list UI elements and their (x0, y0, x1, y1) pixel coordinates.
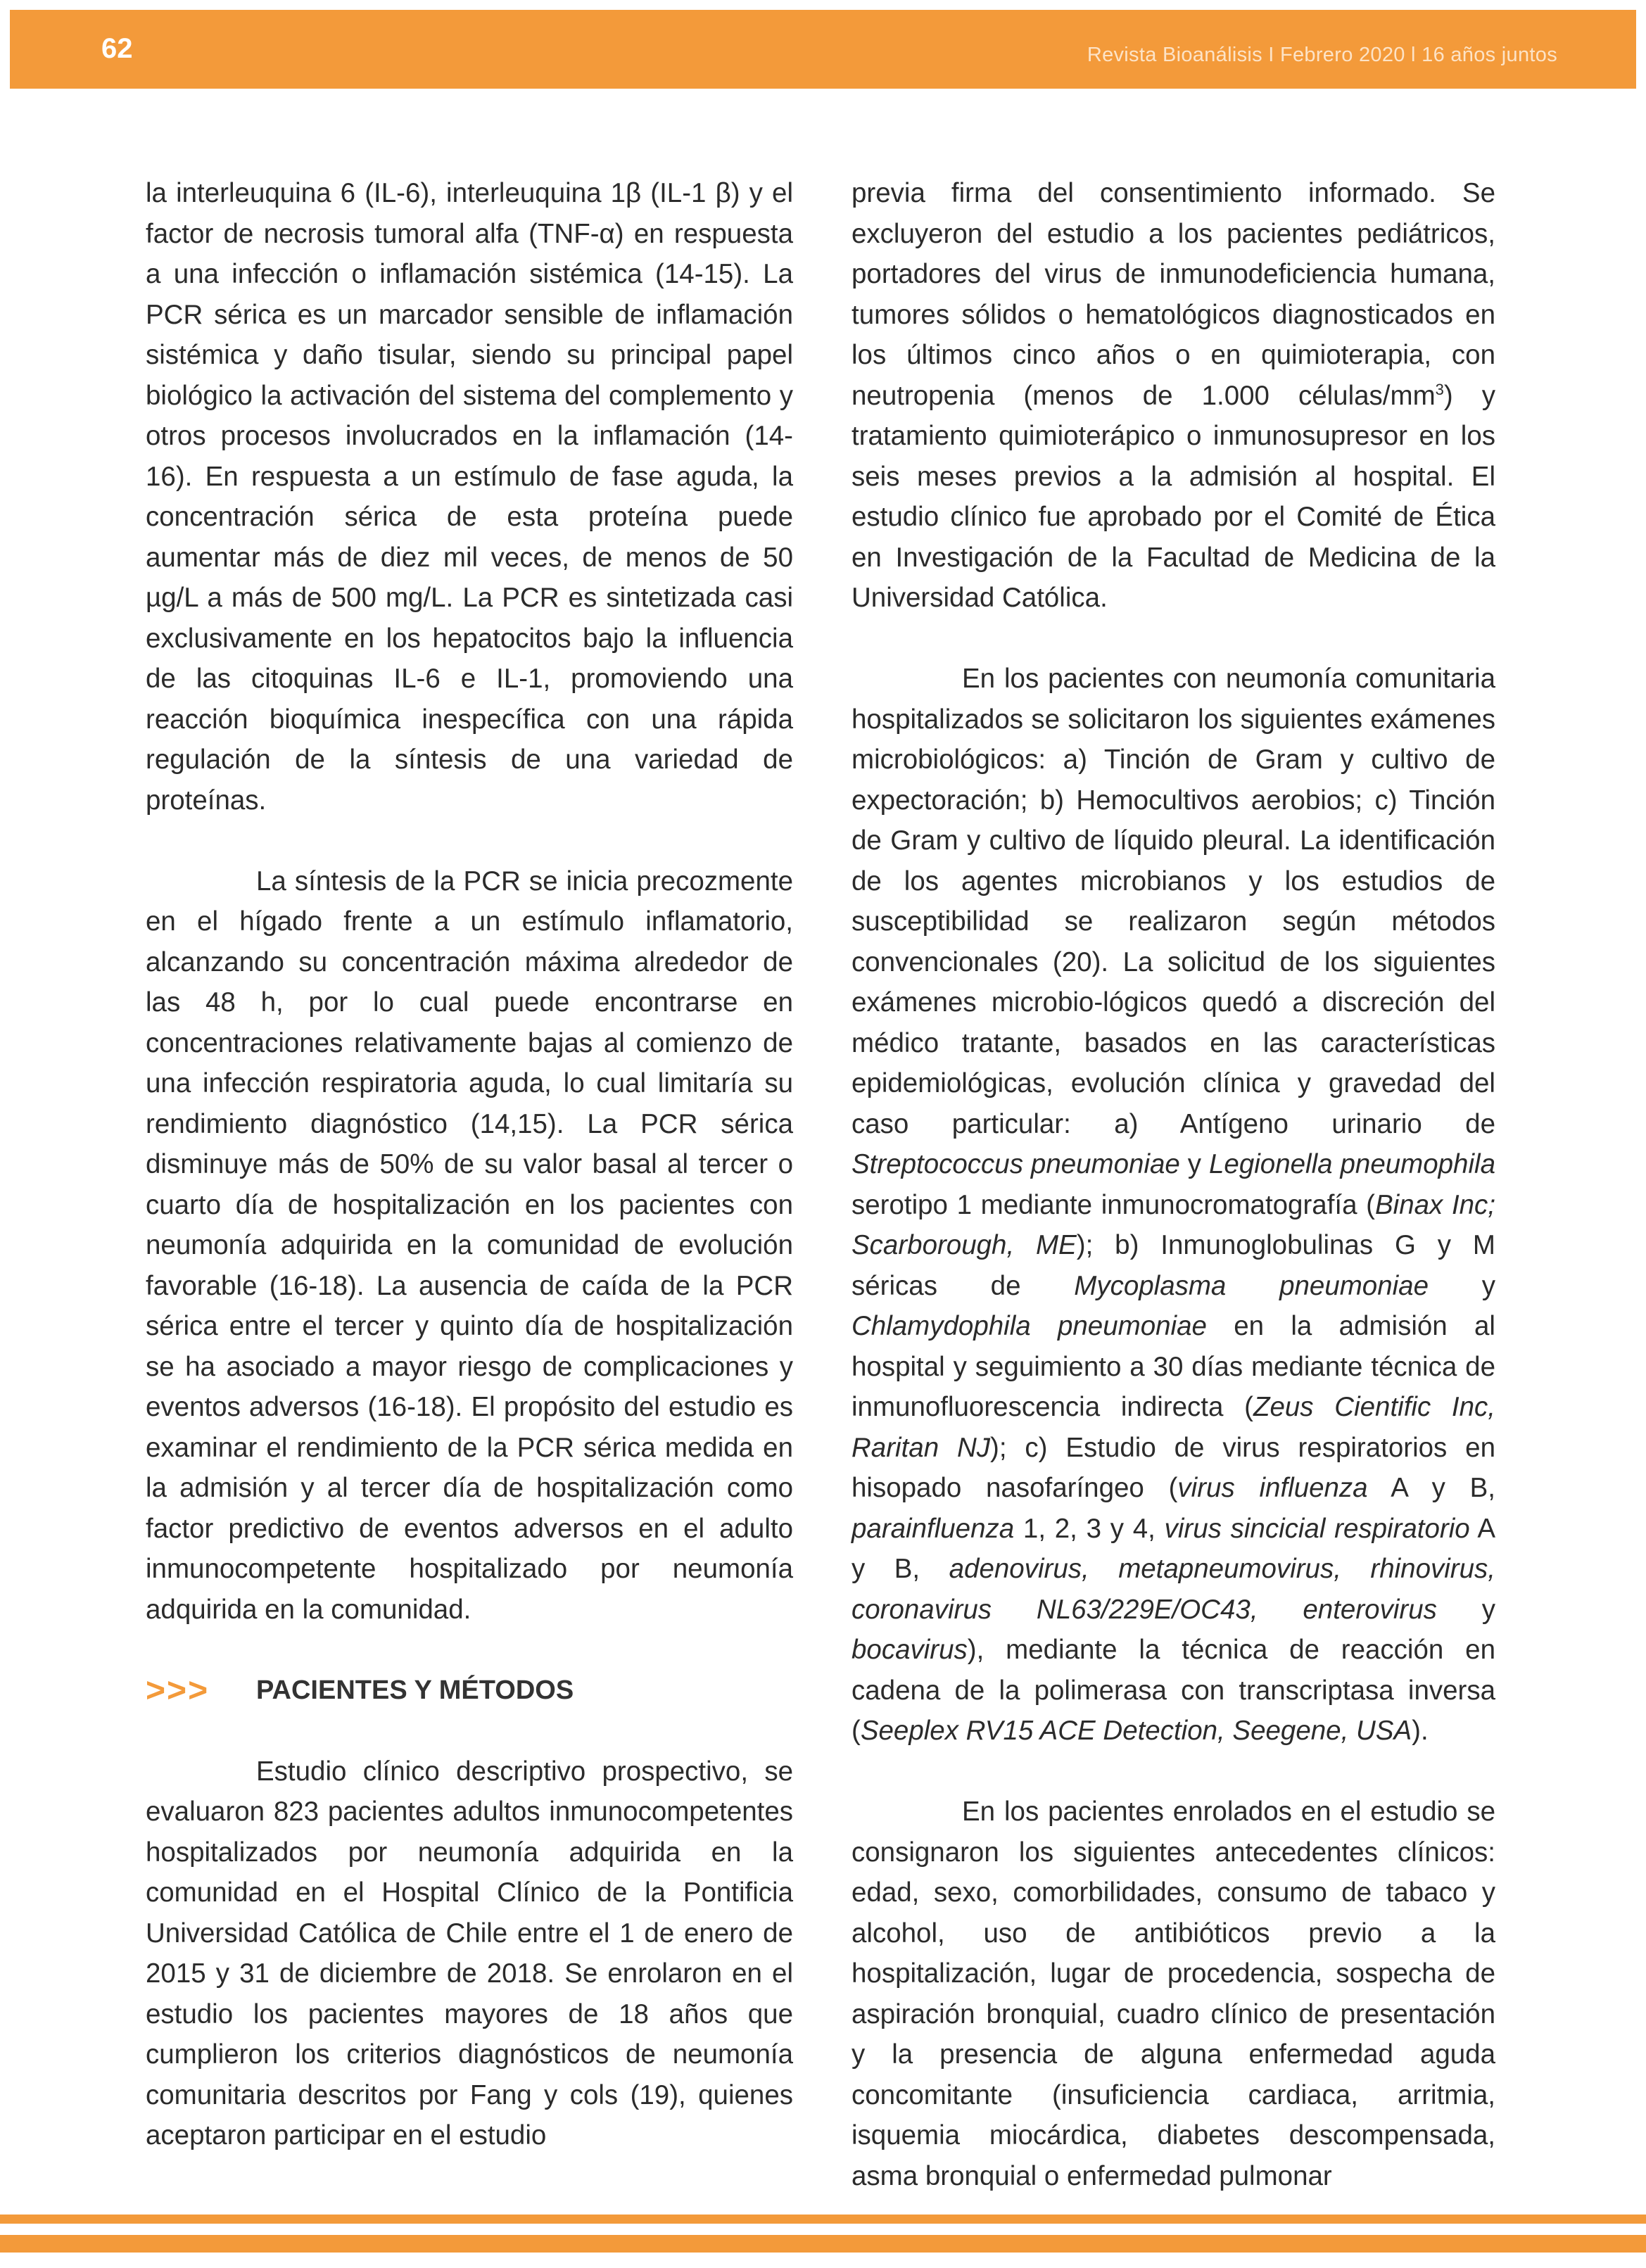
paragraph-right-1 (852, 173, 1495, 619)
italic-term: virus influenza (1177, 1473, 1368, 1503)
footer-rule-thin (0, 2215, 1646, 2224)
section-title: PACIENTES Y MÉTODOS (256, 1675, 574, 1705)
text-run: 1, 2, 3 y 4, (1014, 1513, 1165, 1544)
footer-rule-thick (0, 2235, 1646, 2253)
paragraph-right-2 (852, 659, 1495, 1751)
italic-term: parainfluenza (852, 1513, 1015, 1544)
superscript-3: 3 (1435, 380, 1444, 398)
section-heading (146, 1671, 793, 1711)
paragraph-left-1: la interleuquina 6 (IL-6), interleuquina 1β (IL-1 β) y el factor de necrosis tumoral alfa (TNF-α) en respuesta a una infección o inflamación sistémica (14-15). La PCR sérica es un marcador sensible de inflamación sistémica y daño tisular, siendo su principal papel biológico la activación del sistema del complemento y otros procesos involucrados en la inflamación (14-16). En respuesta a un estímulo de fase aguda, la concentración sérica de esta proteína puede aumentar más de diez mil veces, de menos de 50 µg/L a más de 500 mg/L. La PCR es sintetizada casi exclusivamente en los hepatocitos bajo la influencia de las citoquinas IL-6 e IL-1, promoviendo una reacción bioquímica inespecífica con una rápida regulación de la síntesis de una variedad de proteínas. (146, 178, 793, 816)
text-run: y (1436, 1594, 1495, 1625)
text-run: En los pacientes con neumonía comunitaria hospitalizados se solicitaron los siguientes exámenes microbiológicos: a) Tinción de Gram y cultivo de expectoración; b) Hemocultivos aerobios; c) Tinción de Gram y cultivo de líquido pleural. La identificación de los agentes microbianos y los estudios de susceptibilidad se realizaron según métodos convencionales (20). La solicitud de los siguientes exámenes microbio-lógicos quedó a discreción del médico tratante, basados en las características epidemiológicas, evolución clínica y gravedad del caso particular: a) Antígeno urinario de (852, 664, 1495, 1139)
right-column (852, 173, 1495, 2196)
header-bar (10, 10, 1636, 89)
text-run: y (1429, 1270, 1495, 1301)
section-arrows-icon: >>> (146, 1671, 210, 1709)
italic-term: Binax Inc; Scarborough, ME (852, 1189, 1495, 1260)
paragraph-right-3: En los pacientes enrolados en el estudio se consignaron los siguientes antecedentes clínicos: edad, sexo, comorbilidades, consumo de tabaco y alcohol, uso de antibióticos previo a la hospitalización, lugar de procedencia, sospecha de aspiración bronquial, cuadro clínico de presentación y la presencia de alguna enfermedad aguda concomitante (insuficiencia cardiaca, arritmia, isquemia miocárdica, diabetes descompensada, asma bronquial o enfermedad pulmonar (852, 1797, 1495, 2191)
italic-term: virus sincicial respiratorio (1164, 1513, 1470, 1544)
text-run: ); c) Estudio de virus respiratorios en hisopado nasofaríngeo ( (852, 1432, 1495, 1503)
text-run: A y B, (1367, 1473, 1495, 1503)
italic-term: Chlamydophila pneumoniae (852, 1311, 1207, 1341)
running-title: Revista Bioanálisis I Febrero 2020 l 16 años juntos (1087, 44, 1557, 66)
italic-term: Zeus Cientific Inc, Raritan NJ (852, 1392, 1495, 1463)
italic-term: Streptococcus pneumoniae (852, 1149, 1180, 1179)
text-run: serotipo 1 mediante inmunocromatografía ( (852, 1189, 1375, 1220)
italic-term: Seeplex RV15 ACE Detection, Seegene, USA (860, 1716, 1412, 1746)
italic-term: adenovirus, metapneumovirus, rhinovirus, coronavirus NL63/229E/OC43, enterovirus (852, 1554, 1495, 1625)
paragraph-left-2: La síntesis de la PCR se inicia precozmente en el hígado frente a un estímulo inflamatorio, alcanzando su concentración máxima alrededor de las 48 h, por lo cual puede encontrarse en concentraciones relativamente bajas al comienzo de una infección respiratoria aguda, lo cual limitaría su rendimiento diagnóstico (14,15). La PCR sérica disminuye más de 50% de su valor basal al tercer o cuarto día de hospitalización en los pacientes con neumonía adquirida en la comunidad de evolución favorable (16-18). La ausencia de caída de la PCR sérica entre el tercer y quinto día de hospitalización se ha asociado a mayor riesgo de complicaciones y eventos adversos (16-18). El propósito del estudio es examinar el rendimiento de la PCR sérica medida en la admisión y al tercer día de hospitalización como factor predictivo de eventos adversos en el adulto inmunocompetente hospitalizado por neumonía adquirida en la comunidad. (146, 866, 793, 1625)
italic-term: Mycoplasma pneumoniae (1074, 1270, 1429, 1301)
text-run: en la admisión al hospital y seguimiento a 30 días mediante técnica de inmunofluorescencia indirecta ( (852, 1311, 1495, 1422)
text-run: ), mediante la técnica de reacción en cadena de la polimerasa con transcriptasa inversa ( (852, 1635, 1495, 1746)
italic-term: Legionella pneumophila (1209, 1149, 1495, 1179)
text-run: y (1179, 1149, 1210, 1179)
text-run: ); b) Inmunoglobulinas G y M séricas de (852, 1230, 1495, 1301)
page-number: 62 (101, 33, 133, 64)
paragraph-right-1-text-a: previa firma del consentimiento informado. Se excluyeron del estudio a los pacientes pediátricos, portadores del virus de inmunodeficiencia humana, tumores sólidos o hematológicos diagnosticados en los últimos cinco años o en quimioterapia, con neutropenia (menos de 1.000 células/mm (852, 178, 1495, 411)
left-column (146, 173, 793, 2156)
paragraph-left-3: Estudio clínico descriptivo prospectivo, se evaluaron 823 pacientes adultos inmunocompetentes hospitalizados por neumonía adquirida en la comunidad en el Hospital Clínico de la Pontificia Universidad Católica de Chile entre el 1 de enero de 2015 y 31 de diciembre de 2018. Se enrolaron en el estudio los pacientes mayores de 18 años que cumplieron los criterios diagnósticos de neumonía comunitaria descritos por Fang y cols (19), quienes aceptaron participar en el estudio (146, 1756, 793, 2150)
text-run: ). (1412, 1716, 1429, 1746)
italic-term: bocavirus (852, 1635, 968, 1665)
text-run: A y B, (852, 1513, 1495, 1584)
paragraph-right-1-text-b: ) y tratamiento quimioterápico o inmunosupresor en los seis meses previos a la admisión al hospital. El estudio clínico fue aprobado por el Comité de Ética en Investigación de la Facultad de Medicina de la Universidad Católica. (852, 380, 1495, 613)
